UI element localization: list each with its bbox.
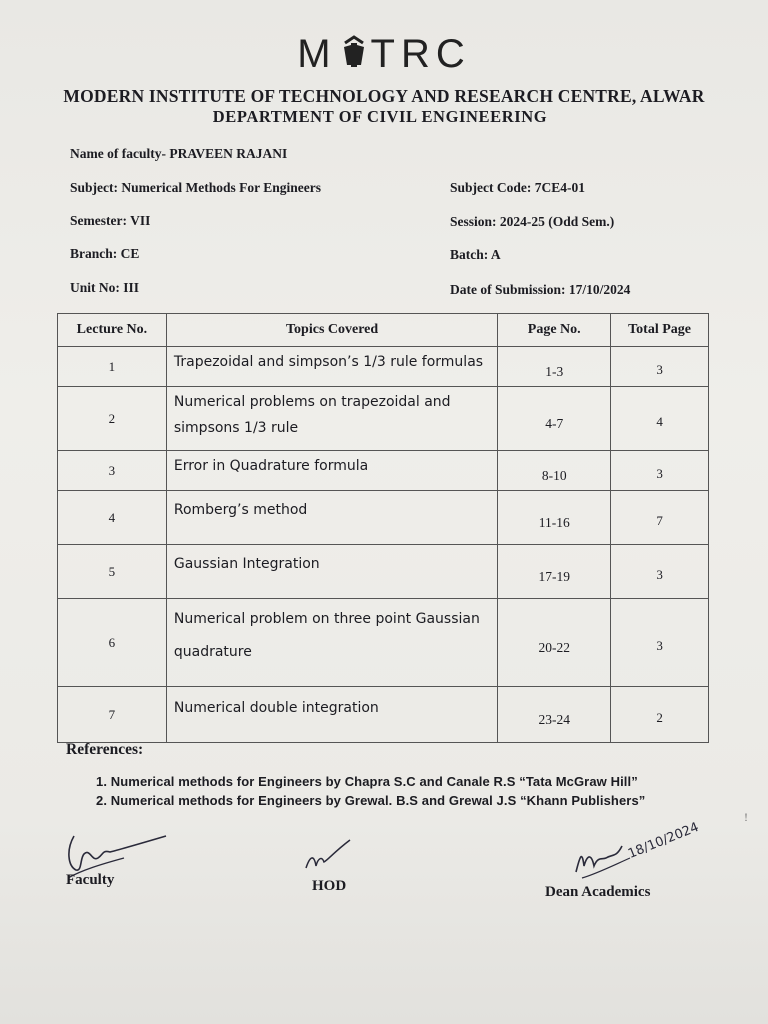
page-range: 4-7 [498,387,611,451]
page-range: 23-24 [498,687,611,743]
lecture-number: 6 [58,599,167,687]
lecture-number: 7 [58,687,167,743]
subject-code: Subject Code: 7CE4-01 [450,180,585,195]
header-lecture-no: Lecture No. [58,314,167,347]
table-row [58,687,709,743]
header-topics: Topics Covered [166,314,497,347]
logo-left-text: M [297,32,337,76]
table-row [58,451,709,491]
table-row [58,347,709,387]
lecture-table [57,313,709,743]
reference-item: 1. Numerical methods for Engineers by Chapra S.C and Canale R.S “Tata McGraw Hill” [96,774,638,789]
page-range: 20-22 [498,599,611,687]
total-pages: 3 [611,451,709,491]
table-row [58,491,709,545]
institute-name: MODERN INSTITUTE OF TECHNOLOGY AND RESEARCH CENTRE, ALWAR [63,86,705,106]
total-pages: 3 [611,545,709,599]
logo-right-text: TRC [370,32,471,76]
dean-label: Dean Academics [545,884,651,900]
department-name: DEPARTMENT OF CIVIL ENGINEERING [212,107,548,126]
table-row [58,599,709,687]
page-range: 11-16 [498,491,611,545]
total-pages: 2 [611,687,709,743]
dean-signature-date: 18/10/2024 [626,819,702,862]
hod-signature [300,838,360,882]
lecture-number: 4 [58,491,167,545]
logo-emblem-icon [341,35,367,69]
table-header-row [58,314,709,347]
lecture-number: 5 [58,545,167,599]
session: Session: 2024-25 (Odd Sem.) [450,214,615,229]
branch: Branch: CE [70,246,140,261]
references-title: References: [66,741,144,758]
total-pages: 7 [611,491,709,545]
faculty-label: Faculty [66,872,115,888]
reference-item: 2. Numerical methods for Engineers by Grewal. B.S and Grewal J.S “Khann Publishers” [96,793,646,808]
header-page-no: Page No. [498,314,611,347]
margin-mark: ! [744,810,748,824]
page-range: 17-19 [498,545,611,599]
topic: Romberg’s method [166,491,497,545]
page-range: 8-10 [498,451,611,491]
submission-date: Date of Submission: 17/10/2024 [450,282,631,297]
unit-number: Unit No: III [70,280,140,295]
total-pages: 4 [611,387,709,451]
topic: Trapezoidal and simpson’s 1/3 rule formulas [166,347,497,387]
total-pages: 3 [611,599,709,687]
topic: Gaussian Integration [166,545,497,599]
faculty-name: Name of faculty- PRAVEEN RAJANI [70,146,288,161]
header-total-page: Total Page [611,314,709,347]
table-row [58,387,709,451]
hod-label: HOD [312,878,347,894]
topic: Numerical problems on trapezoidal and simpsons 1/3 rule [166,387,497,451]
lecture-number: 1 [58,347,167,387]
topic: Error in Quadrature formula [166,451,497,491]
institute-logo [0,32,768,77]
lecture-number: 3 [58,451,167,491]
table-row [58,545,709,599]
subject: Subject: Numerical Methods For Engineers [70,180,321,195]
topic: Numerical problem on three point Gaussian quadrature [166,599,497,687]
topic: Numerical double integration [166,687,497,743]
batch: Batch: A [450,247,501,262]
lecture-number: 2 [58,387,167,451]
page-range: 1-3 [498,347,611,387]
total-pages: 3 [611,347,709,387]
semester: Semester: VII [70,213,151,228]
